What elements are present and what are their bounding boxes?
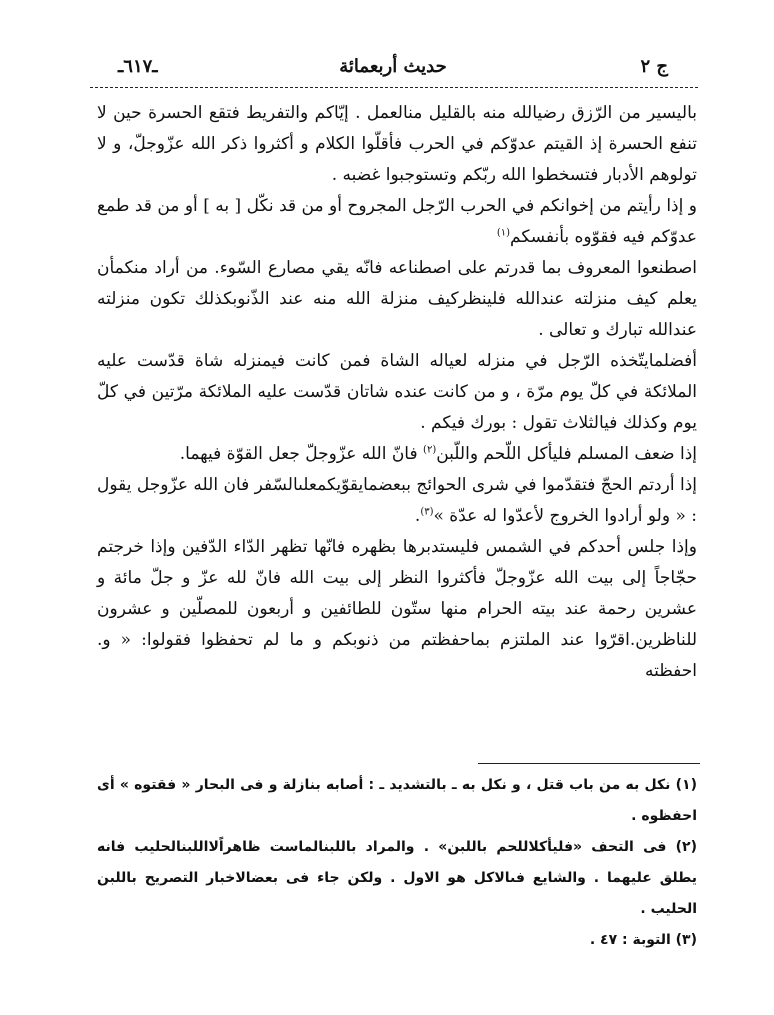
- footnote-marker: (٢): [423, 444, 437, 456]
- paragraph: وإذا جلس أحدكم في الشمس فليستدبرها بظهره فانّها تظهر الدّاء الدّفين وإذا خرجتم حجّاجاً إلى بيت الله عزّوجلّ فأكثروا النظر إلى بيت الله فانّ لله عزّ و جلّ مائة و عشرين رحمة عند بيته الحرام منها ستّون للطائفين و أربعون للمصلّين و عشرون للناظرين.اقرّوا عند الملتزم بماحفظتم من ذنوبكم و ما لم تحفظوا فقولوا: « و. احفظته: [97, 537, 697, 681]
- footnote-marker: (١): [496, 227, 510, 239]
- footnote: (١) نكل به من باب قتل ، و نكل به ـ بالتشديد ـ : أصابه بنازلة و فى البحار « فقتوه » أى احفظوه .: [97, 777, 697, 824]
- paragraph: أفضلمايتّخذه الرّجل في منزله لعياله الشاة فمن كانت فيمنزله شاة قدّست عليه الملائكة في كلّ يوم مرّة ، و من كانت عنده شاتان قدّست عليه الملائكة مرّتين في كلّ يوم وكذلك فيالثلاث تقول : بورك فيكم .: [97, 351, 697, 433]
- footnote-divider: [478, 763, 700, 764]
- paragraph-text: و إذا رأيتم من إخوانكم في الحرب الرّجل المجروح أو من قد نكّل [ به ] أو من قد طمع عدوّكم فيه فقوّوه بأنفسكم: [97, 196, 697, 247]
- footnote: (٢) فى التحف «فليأكلاللحم باللبن» . والمراد باللبنالماست ظاهراًلااللبنالحليب فانه يطلق عليهما . والشايع فىالاكل هو الاول . ولكن جاء فى بعضالاخبار التصريح باللبن الحليب .: [97, 839, 697, 917]
- page-number: ـ٦١٧ـ: [118, 56, 158, 77]
- paragraph: باليسير من الرّزق رضيالله منه بالقليل منالعمل . إيّاكم والتفريط فتقع الحسرة حين لا تنفع الحسرة إذ القيتم عدوّكم في الحرب فأقلّوا الكلام و أكثروا ذكر الله عزّوجلّ، و لا تولوهم الأدبار فتسخطوا الله ربّكم وتستوجبوا غضبه .: [97, 103, 697, 185]
- main-text: [97, 98, 697, 687]
- header-divider: [90, 87, 698, 88]
- running-title: حديث أربعمائة: [339, 56, 447, 77]
- footnote: (٣) التوبة : ٤٧ .: [589, 932, 697, 948]
- paragraph-text: إذا ضعف المسلم فليأكل اللّحم واللّبن: [436, 444, 697, 464]
- footnotes: [97, 770, 697, 956]
- paragraph: اصطنعوا المعروف بما قدرتم على اصطناعه فانّه يقي مصارع السّوء. من أراد منكمأن يعلم كيف منزلته عندالله فلينظركيف منزلة الله منه عند الذّنوبكذلك تكون منزلته عندالله تبارك و تعالى .: [97, 258, 697, 340]
- paragraph: [97, 439, 697, 470]
- paragraph-text: فانّ الله عزّوجلّ جعل القوّة فيهما.: [179, 444, 418, 464]
- paragraph: إذا أردتم الحجّ فتقدّموا في شرى الحوائج ببعضمايقوّيكمعلىالسّفر فان الله عزّوجل يقول : « ولو أرادوا الخروج لأعدّوا له عدّة »$^{(٣)}$.: [97, 475, 697, 526]
- footnote-marker: (٣): [420, 506, 434, 518]
- paragraph: [97, 191, 697, 253]
- paragraph-text: إذا أردتم الحجّ فتقدّموا في شرى الحوائج ببعضمايقوّيكمعلىالسّفر فان الله عزّوجل يقول : « ولو أرادوا الخروج لأعدّوا له عدّة »: [97, 475, 697, 526]
- page-header: [118, 52, 668, 86]
- volume-label: ج ٢: [640, 56, 668, 77]
